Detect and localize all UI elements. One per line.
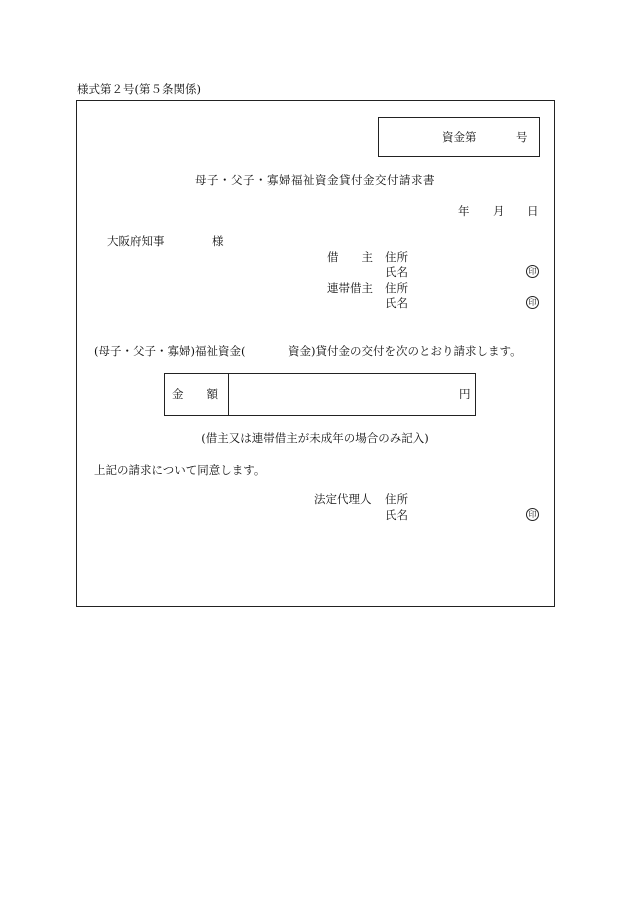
guardian-role: 法定代理人: [314, 492, 372, 506]
guardian-seal-icon: 印: [526, 508, 539, 521]
request-text-suffix: 資金)貸付金の交付を次のとおり請求します。: [288, 344, 522, 358]
form-number: 様式第２号(第５条関係): [77, 82, 201, 96]
amount-label: 金 額: [172, 387, 218, 401]
date-year: 年: [458, 204, 470, 218]
request-text-prefix: (母子・父子・寡婦)福祉資金(: [94, 344, 246, 358]
addressee-honorific: 様: [212, 234, 224, 248]
amount-box-divider: [228, 373, 229, 416]
borrower-address-label: 住所: [385, 250, 408, 264]
addressee-name: 大阪府知事: [107, 234, 165, 248]
borrower-role: 借 主: [327, 250, 373, 264]
guardian-address-label: 住所: [385, 492, 408, 506]
co-borrower-name-label: 氏名: [385, 296, 408, 310]
borrower-name-label: 氏名: [385, 265, 408, 279]
date-month: 月: [493, 204, 505, 218]
co-borrower-address-label: 住所: [385, 281, 408, 295]
borrower-seal-icon: 印: [526, 265, 539, 278]
amount-unit: 円: [459, 387, 471, 401]
consent-statement: 上記の請求について同意します。: [94, 463, 266, 477]
fund-number-suffix: 号: [516, 130, 528, 144]
guardian-note: (借主又は連帯借主が未成年の場合のみ記入): [201, 431, 429, 445]
date-day: 日: [527, 204, 539, 218]
fund-number-label: 資金第: [442, 130, 477, 144]
guardian-name-label: 氏名: [385, 508, 408, 522]
document-title: 母子・父子・寡婦福祉資金貸付金交付請求書: [195, 173, 435, 187]
co-borrower-role: 連帯借主: [327, 281, 373, 295]
co-borrower-seal-icon: 印: [526, 296, 539, 309]
